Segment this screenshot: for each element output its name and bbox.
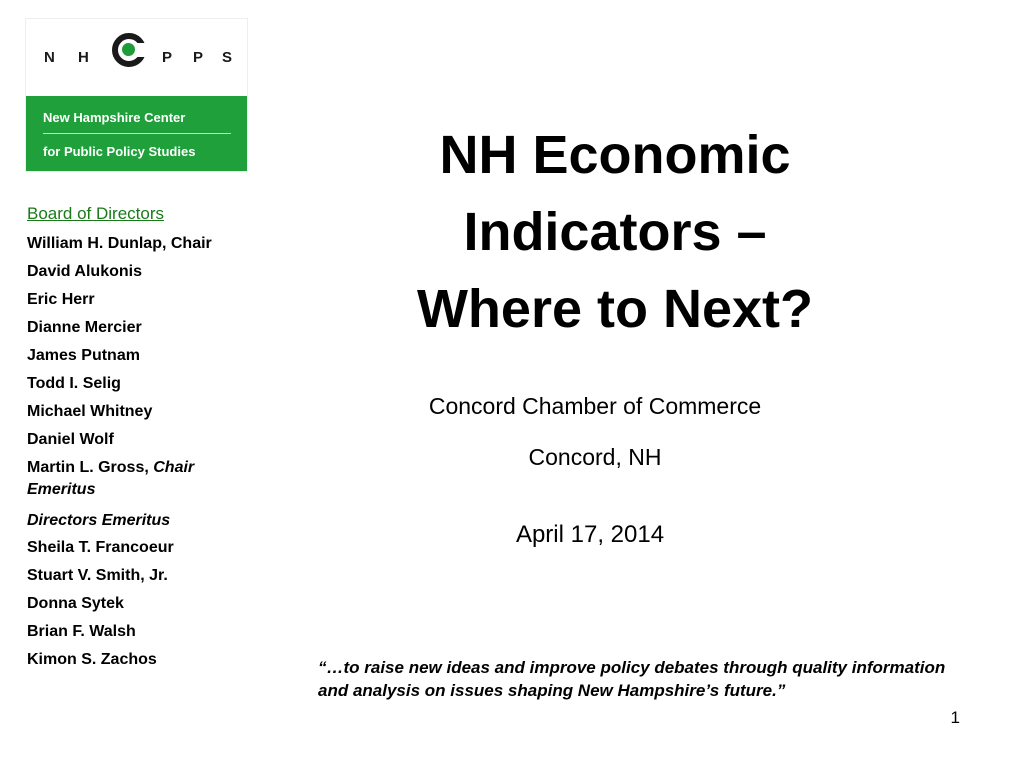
logo-line-2: for Public Policy Studies (43, 144, 196, 159)
event-date: April 17, 2014 (515, 521, 665, 548)
directors-emeritus-heading: Directors Emeritus (27, 512, 171, 529)
nhcpps-logo (25, 18, 248, 172)
slide-title (380, 117, 850, 348)
board-of-directors (27, 204, 267, 674)
event-organization: Concord Chamber of Commerce (428, 393, 762, 419)
board-member: James Putnam (27, 347, 140, 364)
logo-letter: P (162, 49, 173, 66)
board-member: David Alukonis (27, 263, 142, 280)
title-line-1: NH Economic (439, 125, 791, 185)
logo-line-1: New Hampshire Center (43, 110, 186, 125)
logo-letter: N (44, 49, 55, 66)
board-member: Daniel Wolf (27, 431, 114, 448)
emeritus-member: Kimon S. Zachos (27, 651, 157, 668)
logo-letter: S (222, 49, 233, 66)
board-heading[interactable]: Board of Directors (27, 204, 164, 223)
page-number: 1 (950, 708, 960, 727)
board-member: William H. Dunlap, Chair (27, 235, 212, 252)
title-line-2: Indicators – (463, 202, 767, 262)
emeritus-member: Sheila T. Francoeur (27, 539, 174, 556)
event-location: Concord, NH (528, 444, 662, 470)
chair-emeritus-name: Martin L. Gross, (27, 459, 154, 476)
logo-letter: P (193, 49, 204, 66)
logo-letter: H (78, 49, 89, 66)
board-member: Todd I. Selig (27, 375, 121, 392)
logo-wordmark (26, 19, 247, 96)
board-member: Dianne Mercier (27, 319, 142, 336)
chair-emeritus-title: Chair Emeritus (27, 459, 195, 498)
logo-divider (43, 133, 231, 134)
board-member: Michael Whitney (27, 403, 153, 420)
emeritus-member: Donna Sytek (27, 595, 124, 612)
emeritus-member: Stuart V. Smith, Jr. (27, 567, 168, 584)
logo-banner (26, 96, 247, 171)
emeritus-member: Brian F. Walsh (27, 623, 136, 640)
title-line-3: Where to Next? (416, 279, 814, 339)
board-member: Eric Herr (27, 291, 95, 308)
chair-emeritus (27, 457, 267, 501)
logo-green-dot (122, 43, 135, 56)
mission-quote: “…to raise new ideas and improve policy debates through quality information and analysis on issues shaping New Hampshire’s future.” (318, 658, 946, 700)
